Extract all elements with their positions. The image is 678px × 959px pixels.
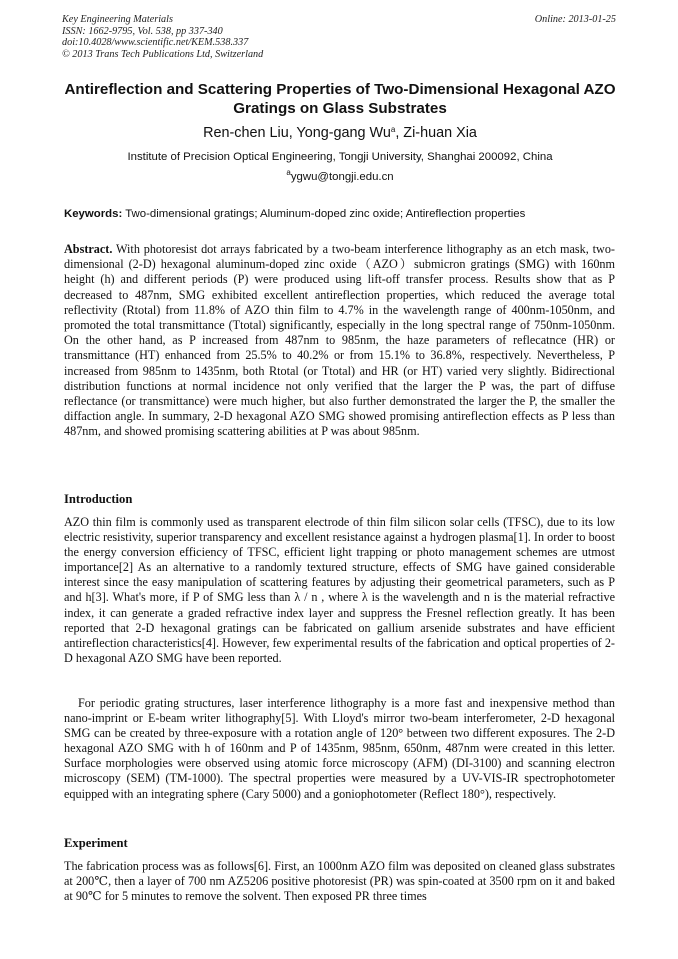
- affiliation: Institute of Precision Optical Engineering, Tongji University, Shanghai 200092, China: [127, 151, 553, 163]
- author-names-2: , Zi-huan Xia: [395, 125, 477, 141]
- introduction-heading: Introduction: [64, 492, 133, 506]
- email-superscript: a: [286, 168, 291, 177]
- author-list: [40, 124, 640, 142]
- experiment-paragraph-1: The fabrication process was as follows[6]. First, an 1000nm AZO film was deposited on cleaned glass substrates at 200℃, then a layer of 700 nm AZ5206 positive photoresist (PR) was spin-coated at 3500 rpm on it and baked at 90℃ for 5 minutes to remove the solvent. Then exposed PR three times: [64, 859, 615, 904]
- keywords: [64, 207, 616, 221]
- online-date: Online: 2013-01-25: [534, 14, 616, 25]
- abstract-body: With photoresist dot arrays fabricated by a two-beam interference lithography as an etch mask, two-dimensional (2-D) hexagonal aluminum-doped zinc oxide（AZO）submicron gratings (SMG) with 160nm height (h) and different periods (P) were produced using lift-off transfer process. Results show that as P decreased to 487nm, SMG exhibited excellent antireflection properties, which reduced the average total reflectivity (Rtotal) from 11.8% of AZO thin film to 4.7% in the wavelength range of 400nm-1050nm, and promoted the total transmittance (Ttotal) significantly, especially in the long spectral range of 750nm-1050nm. On the other hand, as P increased from 487nm to 985nm, the haze parameters of reflecatnce (HR) or transmittance (HT) enhanced from 25.5% to 40.2% or from 15.1% to 36.8%, respectively. Nevertheless, P increased from 985nm to 1435nm, both Rtotal (or Ttotal) and HR (or HT) varied very slightly. Bidirectional distribution functions at normal incidence not only verified that the larger the P was, the part of diffuse reflectance (or transmittance) were much higher, but also further demonstrated the larger the P, the smaller the diffaction angle. In summary, 2-D hexagonal AZO SMG showed promising antireflection effects as P less than 487nm, and showed promising scattering abilities at P was about 985nm.: [64, 242, 615, 439]
- abstract-label: Abstract.: [64, 242, 113, 256]
- author-superscript: a: [390, 125, 396, 134]
- journal-name: Key Engineering Materials: [62, 14, 173, 25]
- abstract: [64, 242, 615, 440]
- doi-line: doi:10.4028/www.scientific.net/KEM.538.337: [62, 37, 249, 49]
- experiment-heading: Experiment: [64, 836, 128, 850]
- publication-info: [62, 14, 263, 60]
- author-email: [40, 170, 640, 184]
- issn-line: ISSN: 1662-9795, Vol. 538, pp 337-340: [62, 25, 223, 37]
- keywords-label: Keywords:: [64, 208, 123, 220]
- author-names-1: Ren-chen Liu, Yong-gang Wu: [203, 125, 391, 141]
- paper-title: Antireflection and Scattering Properties of Two-Dimensional Hexagonal AZO Gratings on Glass Substrates: [64, 81, 616, 117]
- keywords-text: Two-dimensional gratings; Aluminum-doped zinc oxide; Antireflection properties: [122, 208, 526, 220]
- email-address: ygwu@tongji.edu.cn: [290, 171, 394, 183]
- introduction-paragraph-1: AZO thin film is commonly used as transparent electrode of thin film silicon solar cells (TFSC), due to its low electric resistivity, superior transparency and excellent resistance against a hydrogen plasma[1]. In order to boost the energy conversion efficiency of TFSC, efficient light trapping or photo management schemes are utmost importance[2] As an alternative to a randomly textured structure, effects of SMG have gained considerable interest since the easy manipulation of scattering features by adjusting their geometrical parameters, such as P and h[3]. What's more, if P of SMG less than λ / n , where λ is the wavelength and n is the material refractive index, it can generate a graded refractive index layer and suppress the Fresnel reflection greatly. It has been reported that 2-D hexagonal gratings can be fabricated on gallium arsenide substrates and have efficient antireflection characteristics[4]. However, few experimental results of the fabrication and optical properties of 2-D hexagonal AZO SMG have been reported.: [64, 515, 615, 665]
- running-header: [62, 14, 616, 60]
- introduction-paragraph-2: For periodic grating structures, laser interference lithography is a more fast and inexpensive method than nano-imprint or E-beam writer lithography[5]. With Lloyd's mirror two-beam interferometer, 2-D hexagonal SMG can be created by three-exposure with a rotation angle of 120° between two different exposures. The 2-D hexagonal AZO SMG with h of 160nm and P of 1435nm, 985nm, 650nm, 487nm were created in this letter. Surface morphologies were observed using atomic force microscopy (AFM) (DI-3100) and scanning electron microscopy (SEM) (TM-1000). The spectral properties were measured by a UV-VIS-IR spectrophotometer equipped with an integrating sphere (Cary 5000) and a goniophotometer (Reflect 180°), respectively.: [64, 696, 615, 801]
- copyright-line: © 2013 Trans Tech Publications Ltd, Switzerland: [62, 48, 264, 60]
